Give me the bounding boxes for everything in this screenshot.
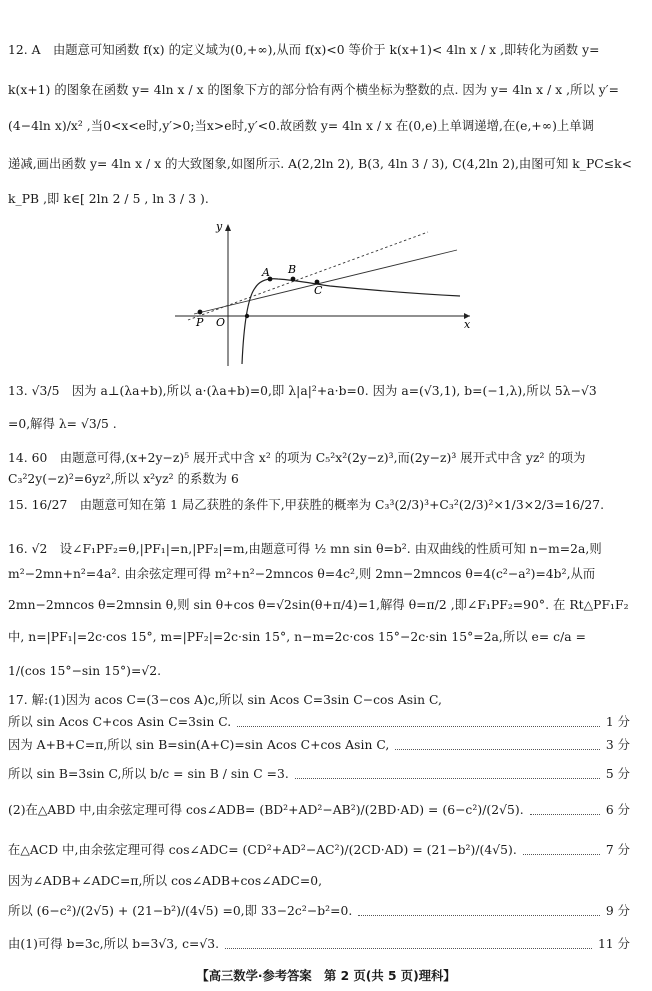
q17-row-6 — [8, 842, 630, 858]
q17-row-8-text: 所以 (6−c²)/(2√5) + (21−b²)/(4√5) =0,即 33−2c²−b²=0. — [8, 904, 353, 918]
y-axis-arrow-icon — [225, 224, 231, 231]
dotted-leader — [523, 853, 600, 855]
q17-row-2-score: 1 分 — [605, 715, 630, 729]
q14-line-1: 14. 60 由题意可得,(x+2y−z)⁵ 展开式中含 x² 的项为 C₅²x²(2y−z)³,而(2y−z)³ 展开式中含 yz² 的项为 — [8, 451, 586, 465]
q12-line-5: k_PB ,即 k∈[ 2ln 2 / 5 , ln 3 / 3 ). — [8, 192, 209, 206]
x-axis-label: x — [464, 318, 471, 331]
dotted-leader — [358, 914, 600, 916]
page-footer: 【高三数学·参考答案 第 2 页(共 5 页)理科】 — [196, 969, 456, 983]
q17-row-9-score: 11 分 — [597, 937, 630, 951]
q17-row-4-text: 所以 sin B=3sin C,所以 b/c = sin B / sin C =3. — [8, 767, 289, 781]
q16-line-1: 16. √2 设∠F₁PF₂=θ,|PF₁|=n,|PF₂|=m,由题意可得 ½ mn sin θ=b². 由双曲线的性质可知 n−m=2a,则 — [8, 542, 602, 556]
q17-row-3 — [8, 737, 630, 753]
dotted-leader — [530, 813, 600, 815]
q13-line-1: 13. √3/5 因为 a⊥(λa+b),所以 a·(λa+b)=0,即 λ|a|²+a·b=0. 因为 a=(√3,1), b=(−1,λ),所以 5λ−√3 — [8, 384, 597, 398]
q17-row-2 — [8, 714, 630, 730]
point-b-label: B — [288, 263, 297, 276]
point-a-label: A — [262, 266, 270, 279]
q12-line-3: (4−4ln x)/x² ,当0<x<e时,y′>0;当x>e时,y′<0.故函数 y= 4ln x / x 在(0,e)上单调递增,在(e,+∞)上单调 — [8, 119, 594, 133]
q16-line-5: 1/(cos 15°−sin 15°)=√2. — [8, 664, 162, 678]
dotted-leader — [237, 725, 600, 727]
function-graph-figure — [170, 218, 485, 370]
q17-row-1-text: 17. 解:(1)因为 acos C=(3−cos A)c,所以 sin Acos C=3sin C−cos Asin C, — [8, 693, 443, 707]
solid-line-pc — [194, 250, 457, 314]
dotted-leader — [225, 947, 592, 949]
q17-row-5 — [8, 802, 630, 818]
q17-row-1 — [8, 692, 630, 708]
q17-row-8-score: 9 分 — [605, 904, 630, 918]
dotted-leader — [395, 748, 599, 750]
q17-row-7-text: 因为∠ADB+∠ADC=π,所以 cos∠ADB+cos∠ADC=0, — [8, 874, 323, 888]
q17-row-3-text: 因为 A+B+C=π,所以 sin B=sin(A+C)=sin Acos C+cos Asin C, — [8, 738, 390, 752]
point-p-marker — [198, 310, 203, 315]
point-p-label: P — [196, 316, 204, 329]
q16-line-2: m²−2mn+n²=4a². 由余弦定理可得 m²+n²−2mncos θ=4c²,则 2mn−2mncos θ=4(c²−a²)=4b²,从而 — [8, 567, 596, 581]
q17-row-3-score: 3 分 — [605, 738, 630, 752]
q17-row-9 — [8, 936, 630, 952]
q14-line-2: C₃²2y(−z)²=6yz²,所以 x²yz² 的系数为 6 — [8, 472, 239, 486]
point-root-marker — [245, 314, 249, 318]
q17-row-5-text: (2)在△ABD 中,由余弦定理可得 cos∠ADB= (BD²+AD²−AB²)/(2BD·AD) = (6−c²)/(2√5). — [8, 803, 524, 817]
q17-row-7 — [8, 873, 630, 889]
dotted-leader — [295, 777, 600, 779]
q12-line-4: 递减,画出函数 y= 4ln x / x 的大致图象,如图所示. A(2,2ln 2), B(3, 4ln 3 / 3), C(4,2ln 2),由图可知 k_PC≤k< — [8, 157, 632, 171]
point-b-marker — [291, 277, 296, 282]
q17-row-9-text: 由(1)可得 b=3c,所以 b=3√3, c=√3. — [8, 937, 220, 951]
function-graph-svg — [170, 218, 485, 370]
q17-row-6-score: 7 分 — [605, 843, 630, 857]
q17-row-2-text: 所以 sin Acos C+cos Asin C=3sin C. — [8, 715, 232, 729]
q17-row-4-score: 5 分 — [605, 767, 630, 781]
point-c-label: C — [314, 284, 323, 297]
q16-line-4: 中, n=|PF₁|=2c·cos 15°, m=|PF₂|=2c·sin 15°, n−m=2c·cos 15°−2c·sin 15°=2a,所以 e= c/a = — [8, 630, 586, 644]
q13-line-2: =0,解得 λ= √3/5 . — [8, 417, 117, 431]
origin-label: O — [216, 316, 226, 329]
y-axis-label: y — [216, 220, 223, 233]
q12-line-1: 12. A 由题意可知函数 f(x) 的定义域为(0,+∞),从而 f(x)<0 等价于 k(x+1)< 4ln x / x ,即转化为函数 y= — [8, 43, 600, 57]
q17-row-8 — [8, 903, 630, 919]
q15-line-1: 15. 16/27 由题意可知在第 1 局乙获胜的条件下,甲获胜的概率为 C₃³(2/3)³+C₃²(2/3)²×1/3×2/3=16/27. — [8, 498, 605, 512]
q17-row-6-text: 在△ACD 中,由余弦定理可得 cos∠ADC= (CD²+AD²−AC²)/(2CD·AD) = (21−b²)/(4√5). — [8, 843, 517, 857]
q17-row-5-score: 6 分 — [605, 803, 630, 817]
q16-line-3: 2mn−2mncos θ=2mnsin θ,则 sin θ+cos θ=√2sin(θ+π/4)=1,解得 θ=π/2 ,即∠F₁PF₂=90°. 在 Rt△PF₁F₂ — [8, 598, 629, 612]
curve-4lnx-over-x — [242, 279, 460, 364]
q12-line-2: k(x+1) 的图象在函数 y= 4ln x / x 的图象下方的部分恰有两个横坐标为整数的点. 因为 y= 4ln x / x ,所以 y′= — [8, 83, 619, 97]
q17-row-4 — [8, 766, 630, 782]
